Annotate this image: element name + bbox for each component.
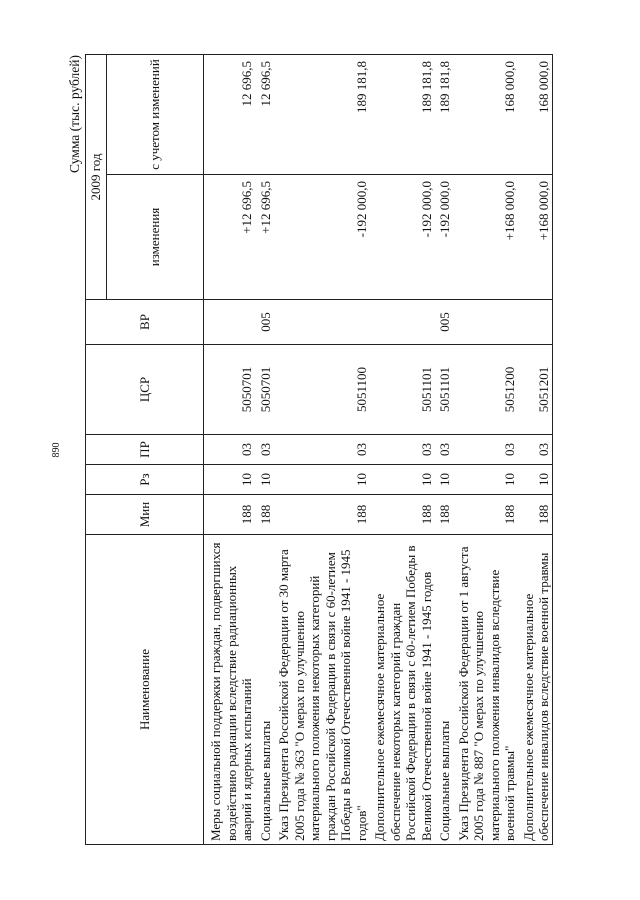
row-total: 12 696,5 (255, 55, 274, 175)
row-vr (204, 300, 255, 345)
row-name: Указ Президента Российской Федерации от 30 марта 2005 года № 363 "О мерах по улучшению материального положения некоторых категорий граждан Российской Федерации в связи с 60-летием Победы в Великой Отечественной войне 1941 - 1945 годов" (273, 535, 369, 845)
row-change: -192 000,0 (273, 175, 369, 300)
row-name: Социальные выплаты (255, 535, 274, 845)
row-total: 189 181,8 (273, 55, 369, 175)
row-min: 188 (518, 495, 553, 535)
header-rz: Рз (86, 465, 204, 495)
row-name: Дополнительное ежемесячное материальное обеспечение некоторых категорий граждан Российской Федерации в связи с 60-летием Победы в Великой Отечественной войне 1941 - 1945 годов (369, 535, 434, 845)
row-csr: 5051101 (434, 345, 453, 435)
row-pr: 03 (369, 435, 434, 465)
row-pr: 03 (204, 435, 255, 465)
row-total: 12 696,5 (204, 55, 255, 175)
row-vr (453, 300, 518, 345)
row-name: Дополнительное ежемесячное материальное обеспечение инвалидов вследствие военной травмы (518, 535, 553, 845)
row-pr: 03 (434, 435, 453, 465)
row-rz: 10 (434, 465, 453, 495)
table-row (273, 55, 369, 845)
row-rz: 10 (369, 465, 434, 495)
budget-table (85, 54, 553, 845)
row-change: +168 000,0 (453, 175, 518, 300)
row-name: Социальные выплаты (434, 535, 453, 845)
row-csr: 5051201 (518, 345, 553, 435)
row-vr (369, 300, 434, 345)
row-csr: 5051100 (273, 345, 369, 435)
row-min: 188 (369, 495, 434, 535)
table-row (369, 55, 434, 845)
header-with-changes: с учетом изменений (107, 55, 204, 175)
row-total: 168 000,0 (453, 55, 518, 175)
table-row (453, 55, 518, 845)
row-csr: 5050701 (255, 345, 274, 435)
header-changes: изменения (107, 175, 204, 300)
row-rz: 10 (204, 465, 255, 495)
unit-label: Сумма (тыс. рублей) (67, 55, 82, 173)
header-name: Наименование (86, 535, 204, 845)
row-min: 188 (453, 495, 518, 535)
row-min: 188 (255, 495, 274, 535)
row-change: +168 000,0 (518, 175, 553, 300)
header-min: Мин (86, 495, 204, 535)
row-vr: 005 (255, 300, 274, 345)
row-rz: 10 (273, 465, 369, 495)
row-change: -192 000,0 (369, 175, 434, 300)
table-row (255, 55, 274, 845)
row-csr: 5050701 (204, 345, 255, 435)
table-row (434, 55, 453, 845)
row-min: 188 (273, 495, 369, 535)
row-pr: 03 (273, 435, 369, 465)
row-csr: 5051200 (453, 345, 518, 435)
row-vr: 005 (434, 300, 453, 345)
row-rz: 10 (255, 465, 274, 495)
row-total: 189 181,8 (434, 55, 453, 175)
row-rz: 10 (453, 465, 518, 495)
row-total: 168 000,0 (518, 55, 553, 175)
row-total: 189 181,8 (369, 55, 434, 175)
row-pr: 03 (518, 435, 553, 465)
row-vr (273, 300, 369, 345)
row-vr (518, 300, 553, 345)
row-change: +12 696,5 (255, 175, 274, 300)
row-rz: 10 (518, 465, 553, 495)
row-pr: 03 (453, 435, 518, 465)
row-change: +12 696,5 (204, 175, 255, 300)
row-min: 188 (434, 495, 453, 535)
row-name: Меры социальной поддержки граждан, подвергшихся воздействию радиации вследствие радиационных аварий и ядерных испытаний (204, 535, 255, 845)
header-vr: ВР (86, 300, 204, 345)
row-pr: 03 (255, 435, 274, 465)
row-change: -192 000,0 (434, 175, 453, 300)
row-name: Указ Президента Российской Федерации от 1 августа 2005 года № 887 "О мерах по улучшению материального положения инвалидов вследствие военной травмы" (453, 535, 518, 845)
table-row (518, 55, 553, 845)
row-min: 188 (204, 495, 255, 535)
header-csr: ЦСР (86, 345, 204, 435)
page-number: 890 (51, 442, 62, 458)
table-row (204, 55, 255, 845)
row-csr: 5051101 (369, 345, 434, 435)
header-year: 2009 год (86, 55, 107, 300)
document-sheet (65, 55, 575, 845)
table-body (204, 55, 553, 845)
table-header (86, 55, 204, 845)
header-pr: ПР (86, 435, 204, 465)
